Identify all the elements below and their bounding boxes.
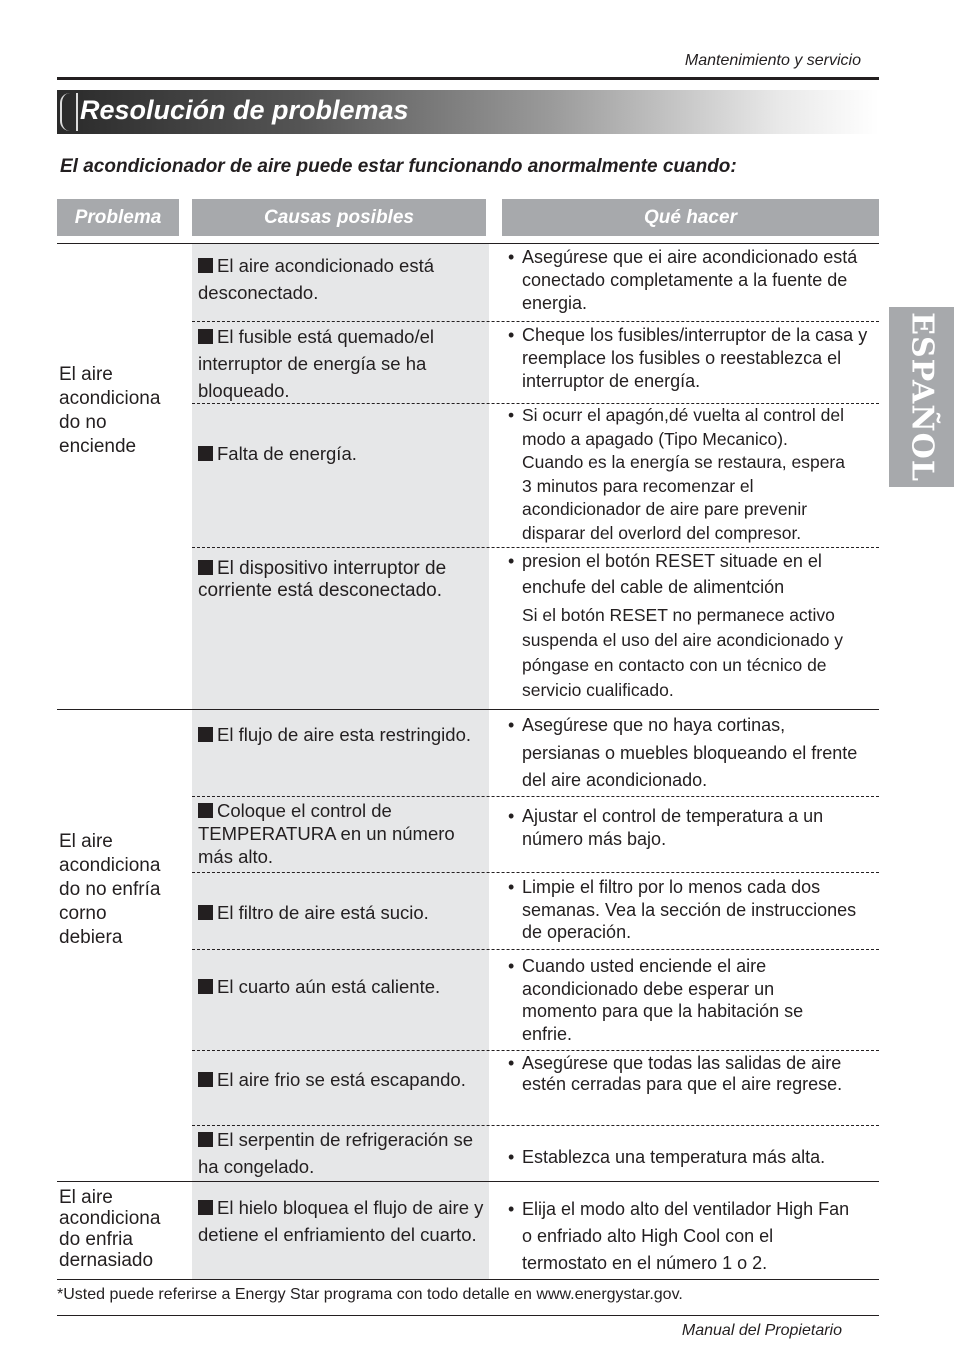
action-cell [508,955,853,1045]
group-separator [57,1181,879,1182]
square-bullet-icon [198,1200,213,1215]
cause-text: El fusible está quemado/el interruptor de energía se ha bloqueado. [198,326,434,401]
cause-cell [198,973,486,1000]
cause-text: El flujo de aire esta restringido. [217,724,471,745]
action-cell [508,548,883,703]
cause-text: Coloque el control de TEMPERATURA en un número más alto. [198,800,455,867]
bullet-icon: • [508,1053,515,1073]
action-text: Asegúrese que no haya cortinas, persianas o muebles bloqueando el frente del aire acondicionado. [522,715,858,790]
cause-text: El hielo bloquea el flujo de aire y detiene el enfriamiento del cuarto. [198,1197,484,1245]
cause-cell [198,799,486,868]
row-separator [192,1050,879,1051]
cause-cell [198,1066,486,1093]
cause-cell [198,899,486,926]
bullet-icon: • [508,806,515,826]
bullet-icon: • [508,715,515,735]
cause-text: Falta de energía. [217,443,357,464]
action-cell [508,246,868,315]
action-cell [508,1146,878,1169]
footer-text: Manual del Propietario [681,1322,842,1339]
problem-cell: El aire acondiciona do no enfría corno debiera [59,831,161,948]
square-bullet-icon [198,560,213,575]
table-top-rule [57,243,879,244]
cause-text: El aire frio se está escapando. [217,1069,466,1090]
action-text: Cuando usted enciende el aire acondicionado debe esperar un momento para que la habitación se enfrie. [522,956,804,1044]
bullet-icon: • [508,877,515,897]
cause-cell [198,1126,486,1180]
action-cell [508,404,853,545]
square-bullet-icon [198,803,213,818]
action-text-extra: Si el botón RESET no permanece activo suspenda el uso del aire acondicionado y póngase en contacto con un técnico de servicio cualificado. [522,605,844,700]
action-text: Si ocurr el apagón,dé vuelta al control del modo a apagado (Tipo Mecanico). Cuando es la energía se restaura, espera 3 minutos para recomenzar el acondicionador de aire pare prevenir disparar del overlord del compresor. [522,405,845,543]
cause-cell [198,721,486,748]
square-bullet-icon [198,329,213,344]
action-cell [508,876,873,944]
action-text: presion el botón RESET situade en el enchufe del cable de alimentción [522,551,822,597]
bullet-icon: • [508,1199,515,1219]
action-cell [508,805,873,851]
square-bullet-icon [198,979,213,994]
bullet-icon: • [508,247,515,267]
square-bullet-icon [198,258,213,273]
cause-cell [198,558,486,602]
cause-cell [198,323,486,404]
bullet-icon: • [508,405,515,425]
bullet-icon: • [508,956,515,976]
cause-cell [198,252,486,306]
section-header: Mantenimiento y servicio [684,52,861,69]
cause-text: El dispositivo interruptor de corriente está desconectado. [198,558,447,601]
group-separator [57,709,879,710]
cause-text: El cuarto aún está caliente. [217,976,441,997]
action-text: Asegúrese que ei aire acondicionado está conectado completamente a la fuente de energia. [522,247,858,313]
footnote: *Usted puede referirse a Energy Star programa con todo detalle en www.energystar.gov. [57,1286,683,1303]
row-separator [192,321,879,322]
column-header-causes: Causas posibles [192,199,486,236]
square-bullet-icon [198,446,213,461]
square-bullet-icon [198,727,213,742]
cause-text: El serpentin de refrigeración se ha congelado. [198,1129,474,1177]
page-title: Resolución de problemas [80,95,409,125]
language-tab-label: ESPAÑOL [904,312,939,482]
row-separator [192,949,879,950]
problem-cell: El aire acondiciona do no enciende [59,364,161,457]
action-text: Limpie el filtro por lo menos cada dos semanas. Vea la sección de instrucciones de operación. [522,877,857,942]
table-bottom-rule [57,1279,879,1280]
cause-cell [198,440,486,467]
page-subtitle: El acondicionador de aire puede estar funcionando anormalmente cuando: [60,156,737,177]
footer-rule [57,1315,879,1316]
cause-text: El aire acondicionado está desconectado. [198,255,435,303]
action-cell [508,1196,863,1277]
square-bullet-icon [198,1132,213,1147]
bullet-icon: • [508,325,515,345]
header-rule [57,77,879,80]
row-separator [192,872,879,873]
action-text: Establezca una temperatura más alta. [522,1147,826,1167]
action-text: Cheque los fusibles/interruptor de la casa y reemplace los fusibles o reestablezca el interruptor de energía. [522,325,868,391]
cause-text: El filtro de aire está sucio. [217,902,429,923]
column-header-actions: Qué hacer [502,199,879,236]
cause-cell [198,1194,486,1248]
action-cell [508,712,858,795]
title-bar-ornament [60,93,78,131]
square-bullet-icon [198,1072,213,1087]
bullet-icon: • [508,551,515,571]
action-text: Ajustar el control de temperatura a un número más bajo. [522,806,824,849]
action-cell [508,1053,853,1095]
column-header-problem: Problema [57,199,179,236]
action-cell [508,324,873,393]
language-tab [889,307,954,487]
action-text: Elija el modo alto del ventilador High Fan o enfriado alto High Cool con el termostato en el número 1 o 2. [522,1199,850,1273]
problem-cell: El aire acondiciona do enfria dernasiado [59,1187,161,1271]
action-text: Asegúrese que todas las salidas de aire estén cerradas para que el aire regrese. [522,1053,843,1094]
bullet-icon: • [508,1147,515,1167]
square-bullet-icon [198,905,213,920]
row-separator [192,796,879,797]
